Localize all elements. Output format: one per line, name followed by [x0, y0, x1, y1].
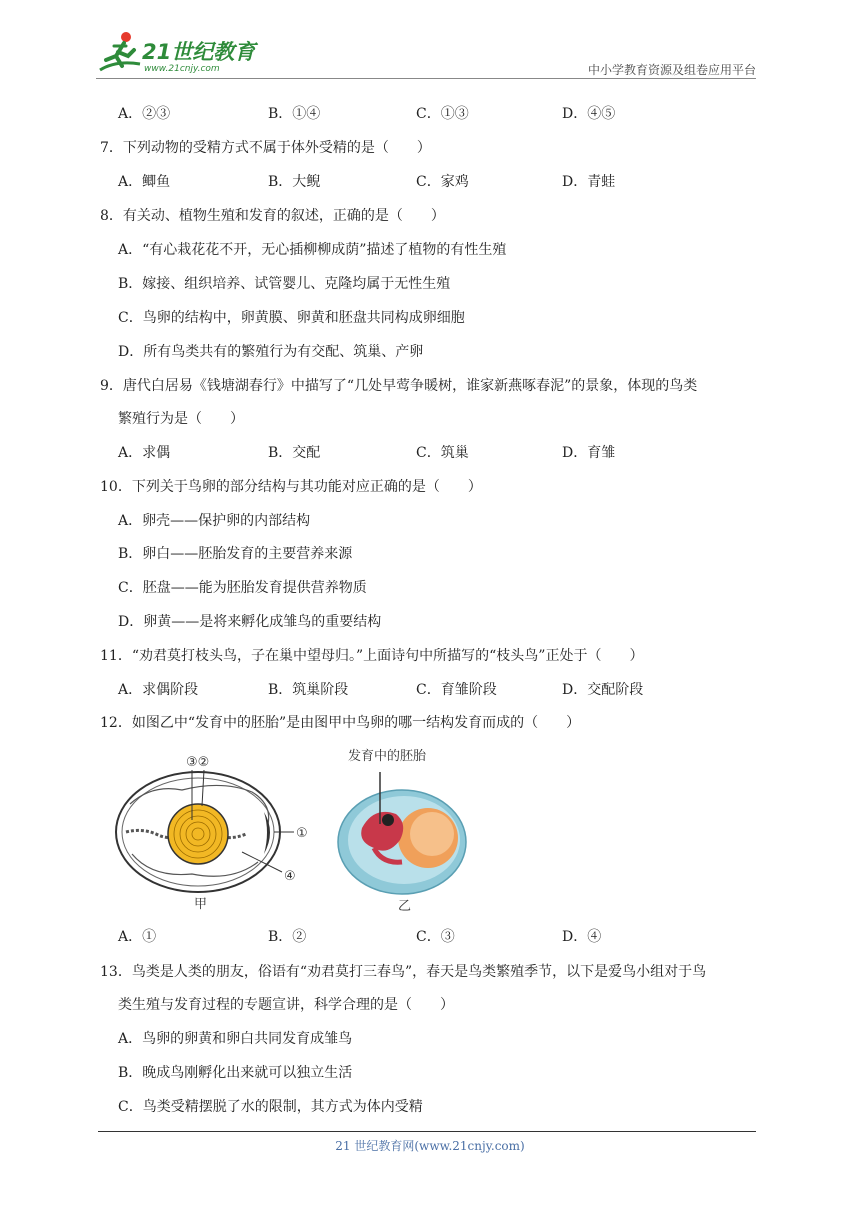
q13-option-b[interactable]: B．晚成鸟刚孵化出来就可以独立生活: [118, 1065, 353, 1081]
q10-option-d[interactable]: D．卵黄——是将来孵化成雏鸟的重要结构: [118, 614, 382, 630]
header-divider: [96, 78, 756, 79]
q8-option-d[interactable]: D．所有鸟类共有的繁殖行为有交配、筑巢、产卵: [118, 344, 424, 360]
q11-option-d[interactable]: D．交配阶段: [562, 682, 644, 698]
q7-stem: 7．下列动物的受精方式不属于体外受精的是（ ）: [100, 140, 431, 156]
q11-stem: 11．“劝君莫打枝头鸟，子在巢中望母归。”上面诗句中所描写的“枝头鸟”正处于（ ）: [100, 648, 644, 664]
footer-site-link[interactable]: 21 世纪教育网(www.21cnjy.com): [335, 1139, 525, 1153]
q8-option-c[interactable]: C．鸟卵的结构中，卵黄膜、卵黄和胚盘共同构成卵细胞: [118, 310, 465, 326]
site-logo[interactable]: [96, 28, 266, 78]
label-parts-3-2: ③②: [186, 755, 210, 770]
q6-option-d[interactable]: D．④⑤: [562, 106, 616, 122]
q12-option-c[interactable]: C．③: [416, 929, 455, 945]
q9-stem-line2: 繁殖行为是（ ）: [118, 411, 244, 427]
q7-option-a[interactable]: A．鲫鱼: [118, 174, 171, 190]
q12-option-d[interactable]: D．④: [562, 929, 602, 945]
page-header: [96, 28, 756, 80]
q12-option-a[interactable]: A．①: [118, 929, 157, 945]
embryo-label: 发育中的胚胎: [348, 749, 427, 764]
q7-option-d[interactable]: D．青蛙: [562, 174, 616, 190]
q8-option-a[interactable]: A．“有心栽花花不开，无心插柳柳成荫”描述了植物的有性生殖: [118, 242, 507, 258]
caption-jia: 甲: [194, 897, 208, 912]
q7-option-c[interactable]: C．家鸡: [416, 174, 469, 190]
q7-option-b[interactable]: B．大鲵: [268, 174, 321, 190]
q8-option-b[interactable]: B．嫁接、组织培养、试管婴儿、克隆均属于无性生殖: [118, 276, 451, 292]
q13-option-a[interactable]: A．鸟卵的卵黄和卵白共同发育成雏鸟: [118, 1031, 353, 1047]
q8-stem: 8．有关动、植物生殖和发育的叙述，正确的是（ ）: [100, 208, 445, 224]
q6-option-a[interactable]: A．②③: [118, 106, 171, 122]
q13-option-c[interactable]: C．鸟类受精摆脱了水的限制，其方式为体内受精: [118, 1099, 423, 1115]
q10-option-c[interactable]: C．胚盘——能为胚胎发育提供营养物质: [118, 580, 367, 596]
label-part-1: ①: [296, 826, 308, 841]
q13-stem-line2: 类生殖与发育过程的专题宣讲，科学合理的是（ ）: [118, 997, 454, 1013]
q12-option-b[interactable]: B．②: [268, 929, 307, 945]
logo-title: 21世纪教育: [142, 40, 256, 64]
footer-divider: [98, 1131, 756, 1132]
q11-option-b[interactable]: B．筑巢阶段: [268, 682, 349, 698]
egg-figure: [112, 744, 492, 914]
q9-option-a[interactable]: A．求偶: [118, 445, 171, 461]
q11-option-a[interactable]: A．求偶阶段: [118, 682, 199, 698]
q9-option-b[interactable]: B．交配: [268, 445, 321, 461]
q9-stem-line1: 9．唐代白居易《钱塘湖春行》中描写了“几处早莺争暖树，谁家新燕啄春泥”的景象，体现的鸟类: [100, 378, 698, 394]
q13-stem-line1: 13．鸟类是人类的朋友，俗语有“劝君莫打三春鸟”，春天是鸟类繁殖季节，以下是爱鸟小组对于鸟: [100, 964, 707, 980]
q6-option-b[interactable]: B．①④: [268, 106, 321, 122]
header-platform-text: 中小学教育资源及组卷应用平台: [587, 63, 756, 77]
egg-structure-diagram: [116, 755, 308, 912]
q10-option-b[interactable]: B．卵白——胚胎发育的主要营养来源: [118, 546, 353, 562]
label-part-4: ④: [284, 869, 296, 884]
q10-stem: 10．下列关于鸟卵的部分结构与其功能对应正确的是（ ）: [100, 479, 482, 495]
q9-option-c[interactable]: C．筑巢: [416, 445, 469, 461]
embryo-diagram: [338, 748, 466, 914]
q11-option-c[interactable]: C．育雏阶段: [416, 682, 497, 698]
q10-option-a[interactable]: A．卵壳——保护卵的内部结构: [118, 513, 311, 529]
caption-yi: 乙: [398, 899, 412, 914]
q9-option-d[interactable]: D．育雏: [562, 445, 616, 461]
egg-diagram-svg: [112, 744, 492, 914]
q12-stem: 12．如图乙中“发育中的胚胎”是由图甲中鸟卵的哪一结构发育而成的（ ）: [100, 715, 581, 731]
runner-logo-icon: [96, 30, 144, 76]
logo-url: www.21cnjy.com: [144, 64, 220, 74]
q6-option-c[interactable]: C．①③: [416, 106, 469, 122]
